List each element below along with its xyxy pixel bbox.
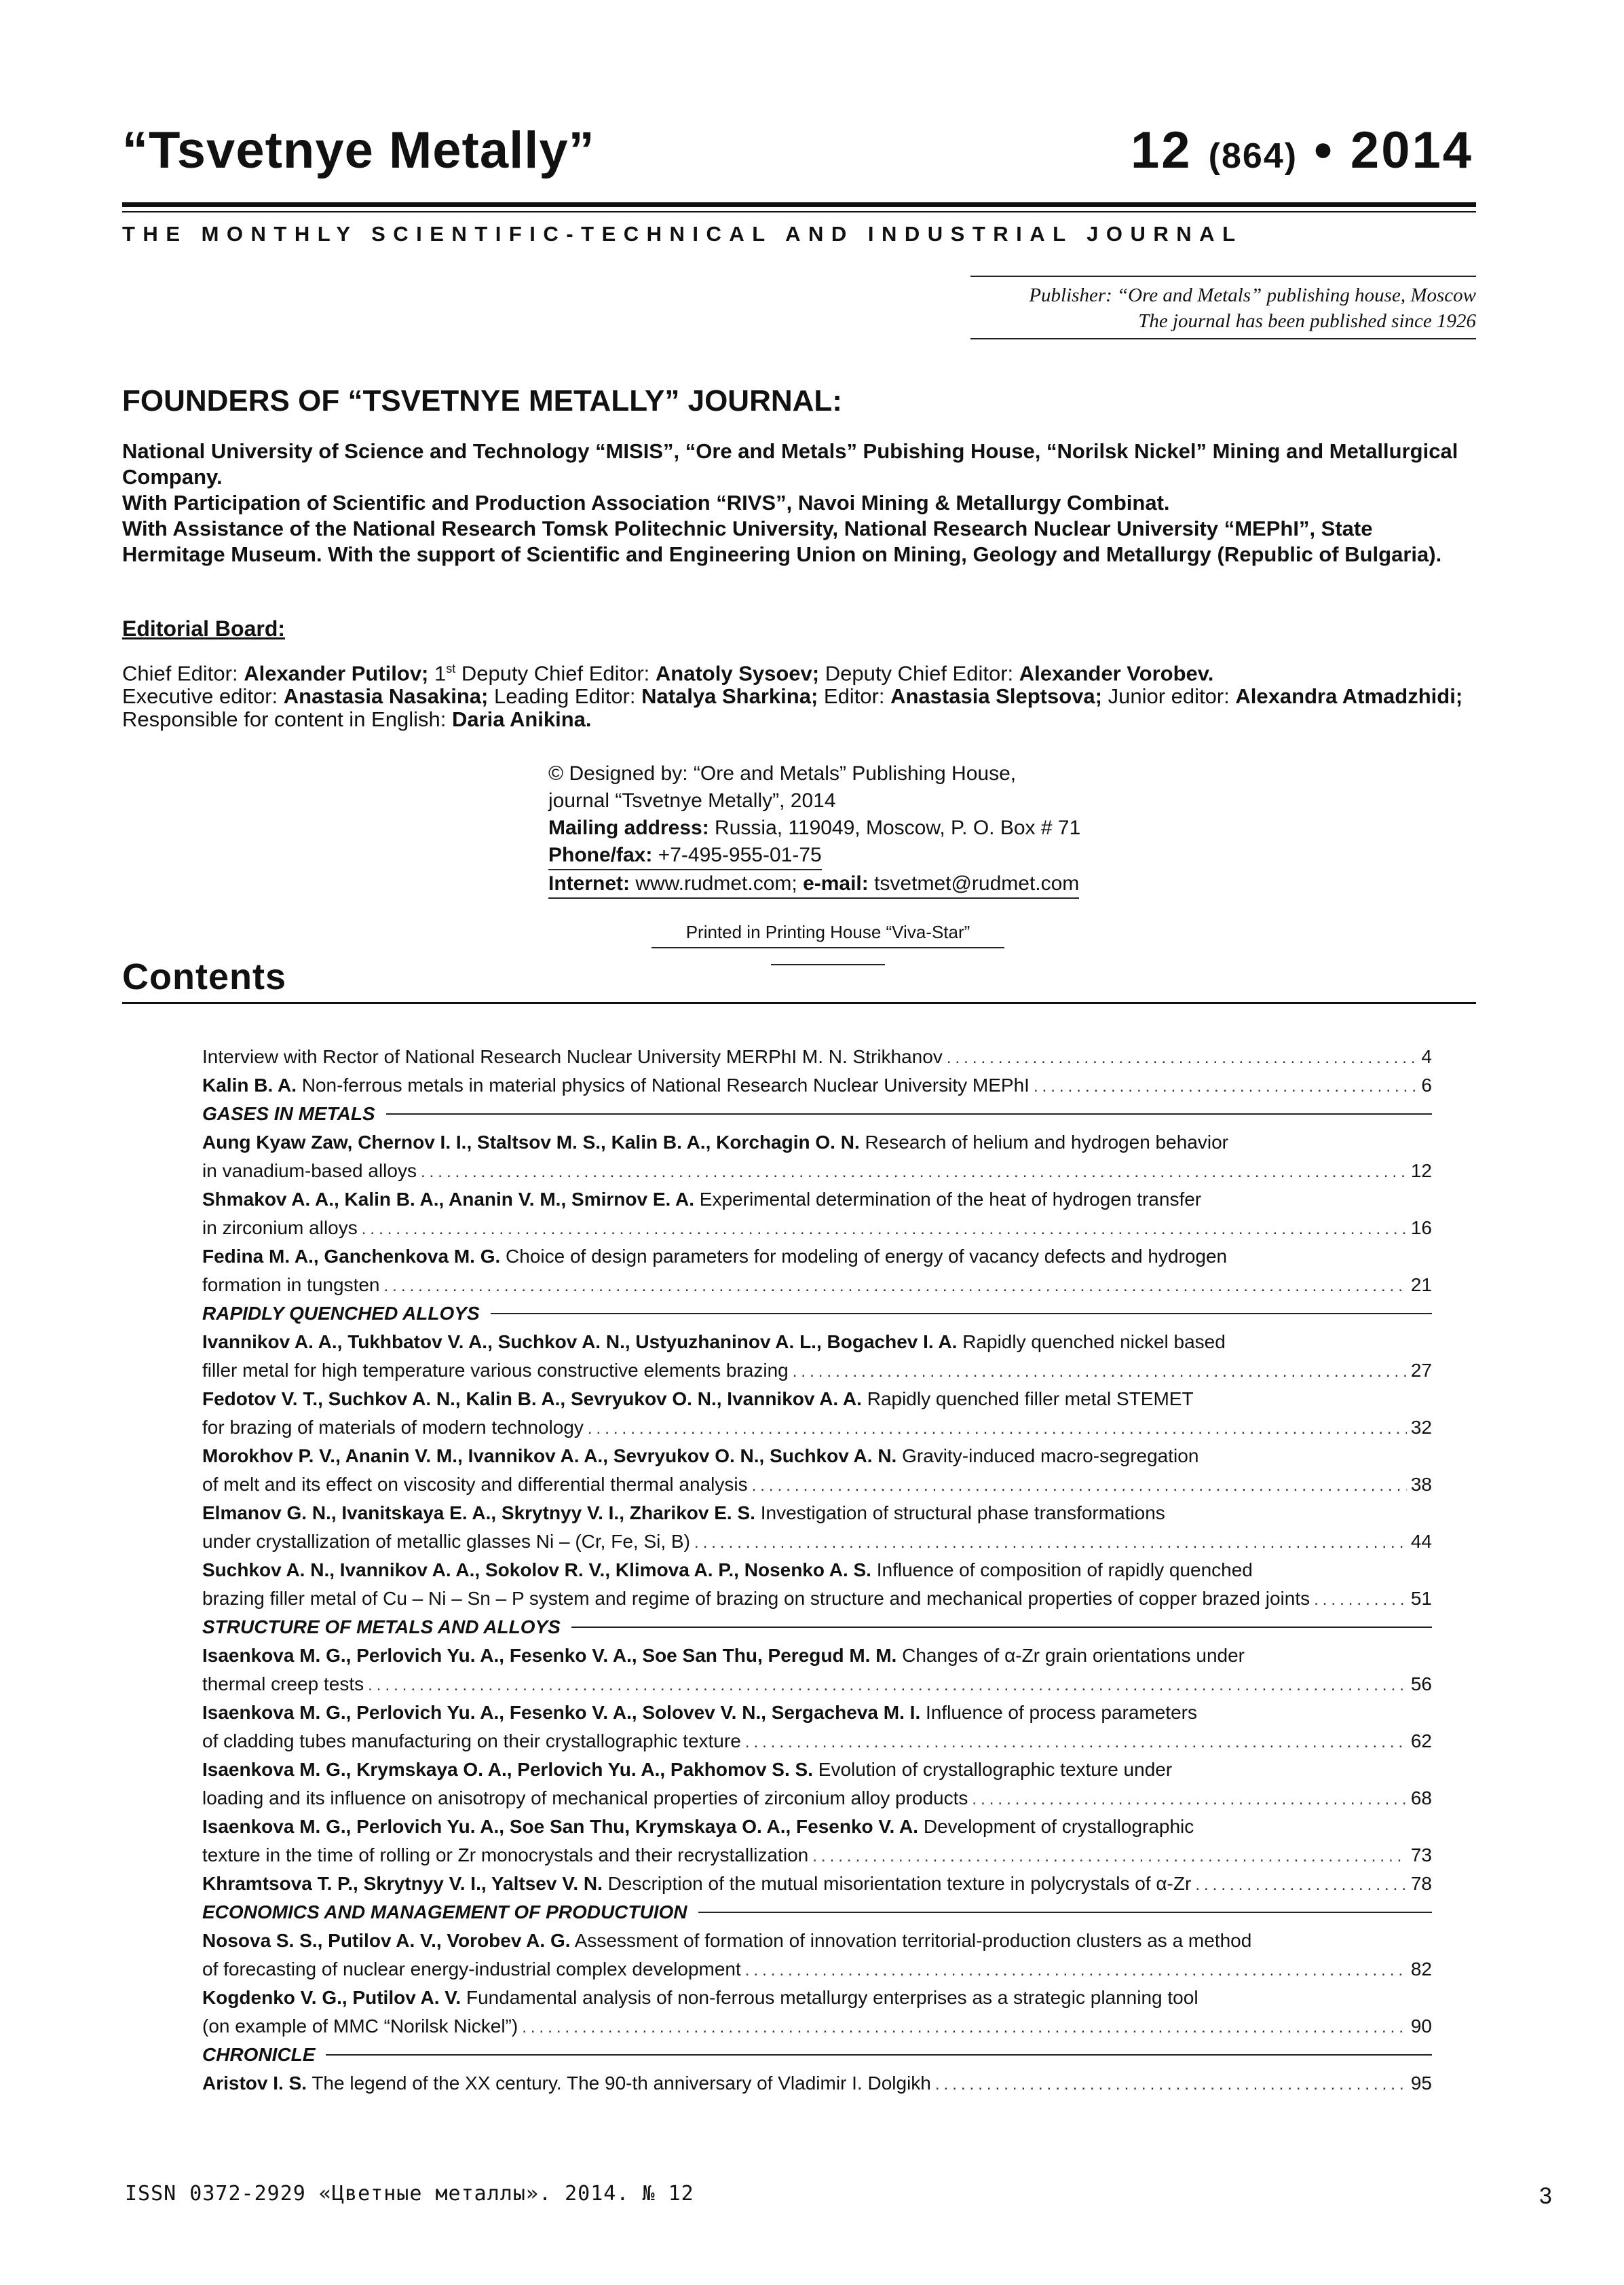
toc-leader-dots (588, 1415, 1407, 1443)
toc-title: (on example of MMC “Norilsk Nickel”) (202, 2015, 518, 2037)
toc-entry[interactable] (202, 1984, 1432, 2041)
toc-authors: Morokhov P. V., Ananin V. M., Ivannikov A. A., Sevryukov O. N., Suchkov A. N. (202, 1445, 897, 1466)
toc-title: Description of the mutual misorientation texture in polycrystals of α-Zr (602, 1873, 1192, 1894)
toc-line-text (202, 1356, 789, 1385)
toc-line-text (202, 1157, 417, 1185)
toc-authors: Ivannikov A. A., Tukhbatov V. A., Suchkov A. N., Ustyuzhaninov A. L., Bogachev I. A. (202, 1331, 958, 1352)
label: Executive editor: (122, 684, 284, 709)
toc-entry[interactable] (202, 1242, 1432, 1299)
toc-line-text (202, 1727, 741, 1755)
toc-leader-dots (972, 1785, 1406, 1814)
toc-section-heading (202, 2041, 1432, 2069)
toc-line (202, 1413, 1432, 1442)
toc-authors: Fedina M. A., Ganchenkova M. G. (202, 1246, 501, 1267)
toc-title: Investigation of structural phase transformations (755, 1502, 1165, 1523)
toc-page-number: 4 (1421, 1046, 1432, 1067)
board-line-chief (122, 657, 1478, 685)
toc-line-text (202, 1413, 584, 1442)
toc-section-heading (202, 1100, 1432, 1128)
toc-title: Non-ferrous metals in material physics of National Research Nuclear University MEPhI (296, 1075, 1030, 1096)
toc-authors: Kogdenko V. G., Putilov A. V. (202, 1987, 461, 2008)
toc-title: Research of helium and hydrogen behavior (859, 1132, 1228, 1153)
toc-authors: Elmanov G. N., Ivanitskaya E. A., Skrytnyy V. I., Zharikov E. S. (202, 1502, 755, 1523)
founders-paragraph: With Participation of Scientific and Production Association “RIVS”, Navoi Mining & Metallurgy Combinat. (122, 491, 1170, 515)
toc-line-text (202, 1271, 380, 1299)
toc-page-number: 12 (1410, 1160, 1432, 1181)
toc-authors: Shmakov A. A., Kalin B. A., Ananin V. M., Smirnov E. A. (202, 1189, 695, 1210)
label: Internet: (548, 872, 630, 895)
toc-leader-dots (362, 1215, 1407, 1244)
section-rule (326, 2054, 1432, 2056)
toc-line (202, 1157, 1432, 1185)
editorial-board-text (122, 657, 1478, 731)
toc-line-text (202, 1955, 741, 1984)
toc-section-heading (202, 1299, 1432, 1328)
label: 1 (428, 661, 447, 686)
toc-page-number: 95 (1410, 2073, 1432, 2094)
toc-line-text (202, 1641, 1245, 1670)
toc-page-number: 32 (1410, 1417, 1432, 1438)
chief-editor-name: Alexander Putilov; (244, 661, 429, 686)
toc-line (202, 1984, 1432, 2012)
toc-line-text (202, 1499, 1165, 1527)
toc-title: Choice of design parameters for modeling of energy of vacancy defects and hydrogen (500, 1246, 1228, 1267)
page-number: 3 (1539, 2183, 1552, 2209)
toc-line-text (202, 2012, 518, 2041)
toc-line-text (202, 1755, 1172, 1784)
toc-entry[interactable] (202, 1755, 1432, 1813)
email-link[interactable]: tsvetmet@rudmet.com (868, 872, 1080, 895)
leading-editor-name: Natalya Sharkina; (641, 684, 818, 709)
toc-line-text (202, 1813, 1194, 1841)
toc-title: brazing filler metal of Cu – Ni – Sn – P system and regime of brazing on structure and mechanical properties of copper brazed joints (202, 1588, 1310, 1609)
toc-line-text (202, 1043, 943, 1071)
toc-title: for brazing of materials of modern technology (202, 1417, 584, 1438)
publisher-box (970, 276, 1476, 339)
value: Russia, 119049, Moscow, P. O. Box # 71 (709, 817, 1081, 839)
label: Junior editor: (1101, 684, 1236, 709)
value: +7-495-955-01-75 (652, 844, 822, 866)
section-label: STRUCTURE OF METALS AND ALLOYS (202, 1616, 571, 1638)
toc-authors: Isaenkova M. G., Perlovich Yu. A., Fesenko V. A., Solovev V. N., Sergacheva M. I. (202, 1702, 921, 1723)
founders-paragraph: With Assistance of the National Research Tomsk Politechnic University, National Research Nuclear University “MEPhI”, State Hermitage Museum. With the support of Scientific and Engineering Union on Mining, Geology and Metallurgy (Republic of Bulgaria). (122, 517, 1442, 566)
toc-authors: Kalin B. A. (202, 1075, 297, 1096)
label: Deputy Chief Editor: (819, 661, 1019, 686)
toc-authors: Nosova S. S., Putilov A. V., Vorobev A. G. (202, 1930, 571, 1951)
english-editor-name: Daria Anikina. (451, 707, 592, 732)
toc-title: texture in the time of rolling or Zr monocrystals and their recrystallization (202, 1844, 809, 1865)
toc-entry[interactable] (202, 1499, 1432, 1556)
toc-title: of forecasting of nuclear energy-industrial complex development (202, 1958, 741, 1980)
journal-line: journal “Tsvetnye Metally”, 2014 (548, 789, 836, 812)
toc-leader-dots (1034, 1073, 1417, 1101)
toc-title: Changes of α-Zr grain orientations under (896, 1645, 1245, 1666)
toc-entry[interactable] (202, 1071, 1432, 1100)
toc-line (202, 1242, 1432, 1271)
toc-page-number: 68 (1410, 1787, 1432, 1808)
founders-heading: FOUNDERS OF “TSVETNYE METALLY” JOURNAL: (122, 384, 842, 417)
toc-page-number: 90 (1410, 2015, 1432, 2037)
printed-in: Printed in Printing House “Viva-Star” (652, 922, 1004, 948)
toc-entry[interactable] (202, 1442, 1432, 1499)
toc-line-text (202, 1328, 1226, 1356)
toc-line (202, 1271, 1432, 1299)
toc-authors: Isaenkova M. G., Perlovich Yu. A., Soe San Thu, Krymskaya O. A., Fesenko V. A. (202, 1816, 919, 1837)
toc-title: Assessment of formation of innovation territorial-production clusters as a method (570, 1930, 1252, 1951)
section-label: CHRONICLE (202, 2044, 326, 2066)
toc-entry[interactable] (202, 1813, 1432, 1870)
ordinal: st (446, 662, 456, 675)
label: Mailing address: (548, 817, 709, 839)
issue-year: 2014 (1350, 122, 1473, 179)
internet-line (548, 870, 1159, 899)
toc-line (202, 1813, 1432, 1841)
toc-page-number: 27 (1410, 1360, 1432, 1381)
toc-line-text (202, 1442, 1198, 1470)
section-rule (698, 1912, 1432, 1913)
toc-line (202, 1641, 1432, 1670)
toc-leader-dots (812, 1842, 1407, 1871)
toc-authors: Isaenkova M. G., Perlovich Yu. A., Fesenko V. A., Soe San Thu, Peregud M. M. (202, 1645, 897, 1666)
toc-title: Evolution of crystallographic texture under (813, 1759, 1173, 1780)
toc-title: Rapidly quenched filler metal STEMET (861, 1388, 1194, 1409)
toc-line (202, 1927, 1432, 1955)
toc-line-text (202, 1784, 968, 1813)
toc-line-text (202, 1584, 1310, 1613)
mailing-box (548, 760, 1159, 899)
toc-line-text (202, 1984, 1198, 2012)
toc-page-number: 21 (1410, 1274, 1432, 1295)
toc-leader-dots (947, 1044, 1418, 1073)
label: Responsible for content in English: (122, 707, 452, 732)
toc-title: Interview with Rector of National Research Nuclear University MERPhI M. N. Strikhanov (202, 1046, 943, 1067)
toc-line (202, 1185, 1432, 1214)
header-rule-thick (122, 202, 1476, 207)
toc-page-number: 62 (1410, 1730, 1432, 1751)
toc-leader-dots (384, 1272, 1407, 1301)
toc-leader-dots (368, 1671, 1407, 1700)
editor-name: Anastasia Sleptsova; (890, 684, 1102, 709)
label: Leading Editor: (488, 684, 642, 709)
toc-leader-dots (745, 1728, 1407, 1757)
contents-heading: Contents (122, 956, 286, 997)
toc-page-number: 44 (1410, 1531, 1432, 1552)
toc-line (202, 1328, 1432, 1356)
toc-page-number: 82 (1410, 1958, 1432, 1980)
toc-title: Experimental determination of the heat of hydrogen transfer (694, 1189, 1202, 1210)
toc-line-text (202, 1527, 690, 1556)
toc-authors: Isaenkova M. G., Krymskaya O. A., Perlovich Yu. A., Pakhomov S. S. (202, 1759, 813, 1780)
label: Chief Editor: (122, 661, 244, 686)
exec-editor-name: Anastasia Nasakina; (283, 684, 489, 709)
table-of-contents (202, 1043, 1432, 2098)
toc-line-text (202, 1698, 1197, 1727)
toc-entry[interactable] (202, 1556, 1432, 1613)
issue-total: (864) (1208, 136, 1298, 176)
toc-title: Influence of process parameters (920, 1702, 1197, 1723)
toc-title: of cladding tubes manufacturing on their crystallographic texture (202, 1730, 741, 1751)
toc-line-text (202, 2069, 931, 2098)
toc-title: in zirconium alloys (202, 1217, 358, 1238)
toc-section-heading (202, 1898, 1432, 1927)
toc-leader-dots (935, 2070, 1407, 2099)
toc-line (202, 1499, 1432, 1527)
publisher-line: Publisher: “Ore and Metals” publishing house, Moscow (1029, 284, 1476, 306)
section-rule (491, 1313, 1432, 1314)
label: Phone/fax: (548, 844, 653, 866)
toc-line-text (202, 1185, 1201, 1214)
toc-authors: Suchkov A. N., Ivannikov A. A., Sokolov R. V., Klimova A. P., Nosenko A. S. (202, 1559, 871, 1580)
footer-issn: ISSN 0372-2929 «Цветные металлы». 2014. № 12 (125, 2182, 694, 2206)
first-deputy-name: Anatoly Sysoev; (655, 661, 820, 686)
toc-leader-dots (1314, 1586, 1407, 1614)
toc-line (202, 2069, 1432, 2098)
toc-title: in vanadium-based alloys (202, 1160, 417, 1181)
toc-authors: Khramtsova T. P., Skrytnyy V. I., Yaltsev V. N. (202, 1873, 603, 1894)
toc-line (202, 1356, 1432, 1385)
phone-fax (548, 842, 1159, 870)
toc-leader-dots (745, 1956, 1407, 1985)
toc-entry[interactable] (202, 1641, 1432, 1698)
section-label: ECONOMICS AND MANAGEMENT OF PRODUCTUION (202, 1901, 698, 1923)
printed-rule (771, 964, 885, 965)
toc-entry[interactable] (202, 1043, 1432, 1071)
toc-page-number: 51 (1410, 1588, 1432, 1609)
toc-leader-dots (421, 1158, 1407, 1187)
toc-title: formation in tungsten (202, 1274, 380, 1295)
toc-section-heading (202, 1613, 1432, 1641)
toc-title: loading and its influence on anisotropy of mechanical properties of zirconium alloy products (202, 1787, 968, 1808)
toc-line-text (202, 1927, 1251, 1955)
toc-line (202, 1784, 1432, 1813)
board-line-editors (122, 685, 1478, 731)
toc-title: filler metal for high temperature various constructive elements brazing (202, 1360, 789, 1381)
header-rule-thin (122, 211, 1476, 212)
toc-page-number: 78 (1410, 1873, 1432, 1894)
designed-by: © Designed by: “Ore and Metals” Publishing House, (548, 762, 1017, 785)
toc-line (202, 1470, 1432, 1499)
toc-line-text (202, 1128, 1228, 1157)
toc-title: The legend of the XX century. The 90-th anniversary of Vladimir I. Dolgikh (307, 2073, 931, 2094)
toc-line (202, 1584, 1432, 1613)
toc-title: Rapidly quenched nickel based (957, 1331, 1226, 1352)
mailing-address (548, 815, 1159, 842)
toc-entry[interactable] (202, 1128, 1432, 1185)
toc-line (202, 1556, 1432, 1584)
toc-page-number: 6 (1421, 1075, 1432, 1096)
founders-text (122, 439, 1478, 568)
issue-info (1131, 121, 1473, 180)
toc-line (202, 1043, 1432, 1071)
toc-line-text (202, 1214, 358, 1242)
toc-line-text (202, 1670, 364, 1698)
publisher-since-line: The journal has been published since 1926 (1138, 310, 1476, 332)
toc-line (202, 1214, 1432, 1242)
toc-line-text (202, 1071, 1030, 1100)
toc-authors: Aristov I. S. (202, 2073, 307, 2094)
toc-page-number: 16 (1410, 1217, 1432, 1238)
issue-number: 12 (1130, 122, 1192, 179)
junior-editor-name: Alexandra Atmadzhidi; (1235, 684, 1463, 709)
toc-line-text (202, 1841, 808, 1870)
toc-title: Gravity-induced macro-segregation (896, 1445, 1199, 1466)
toc-entry[interactable] (202, 1927, 1432, 1984)
toc-line (202, 1385, 1432, 1413)
toc-line (202, 1527, 1432, 1556)
section-label: RAPIDLY QUENCHED ALLOYS (202, 1303, 491, 1324)
section-label: GASES IN METALS (202, 1103, 386, 1125)
issue-bullet: • (1314, 122, 1334, 179)
toc-line (202, 1128, 1432, 1157)
toc-line (202, 1841, 1432, 1870)
toc-authors: Aung Kyaw Zaw, Chernov I. I., Staltsov M. S., Kalin B. A., Korchagin O. N. (202, 1132, 860, 1153)
toc-authors: Fedotov V. T., Suchkov A. N., Kalin B. A., Sevryukov O. N., Ivannikov A. A. (202, 1388, 862, 1409)
section-rule (386, 1113, 1432, 1115)
founders-paragraph: National University of Science and Technology “MISIS”, “Ore and Metals” Pubishing House, “Norilsk Nickel” Mining and Metallurgical Company. (122, 439, 1458, 489)
toc-page-number: 73 (1410, 1844, 1432, 1865)
editorial-board-label: Editorial Board: (122, 616, 286, 641)
toc-entry[interactable] (202, 1328, 1432, 1385)
deputy-name: Alexander Vorobev. (1019, 661, 1214, 686)
toc-leader-dots (522, 2013, 1407, 2042)
toc-title: thermal creep tests (202, 1673, 364, 1694)
toc-entry[interactable] (202, 1185, 1432, 1242)
toc-line-text (202, 1470, 748, 1499)
toc-line (202, 1727, 1432, 1755)
toc-title: Influence of composition of rapidly quenched (871, 1559, 1253, 1580)
section-rule (571, 1627, 1432, 1628)
toc-title: Fundamental analysis of non-ferrous metallurgy enterprises as a strategic planning tool (461, 1987, 1198, 2008)
toc-line-text (202, 1556, 1253, 1584)
toc-entry[interactable] (202, 1698, 1432, 1755)
toc-line-text (202, 1385, 1194, 1413)
toc-page-number: 56 (1410, 1673, 1432, 1694)
label: Editor: (818, 684, 891, 709)
toc-line (202, 1071, 1432, 1100)
toc-page-number: 38 (1410, 1474, 1432, 1495)
toc-line (202, 1442, 1432, 1470)
label: e-mail: (803, 872, 869, 895)
toc-line (202, 2012, 1432, 2041)
contents-rule (122, 1002, 1476, 1004)
label: Deputy Chief Editor: (455, 661, 656, 686)
toc-entry[interactable] (202, 2069, 1432, 2098)
toc-line (202, 1755, 1432, 1784)
website-link[interactable]: www.rudmet.com; (630, 872, 804, 895)
toc-line-text (202, 1870, 1191, 1898)
toc-title: Development of crystallographic (918, 1816, 1194, 1837)
journal-subtitle: THE MONTHLY SCIENTIFIC-TECHNICAL AND INDUSTRIAL JOURNAL (122, 222, 1243, 246)
toc-title: under crystallization of metallic glasses Ni – (Cr, Fe, Si, B) (202, 1531, 690, 1552)
toc-entry[interactable] (202, 1385, 1432, 1442)
journal-title: “Tsvetnye Metally” (122, 122, 595, 179)
toc-leader-dots (694, 1529, 1407, 1557)
toc-leader-dots (793, 1358, 1407, 1386)
toc-line (202, 1955, 1432, 1984)
toc-line (202, 1698, 1432, 1727)
toc-entry[interactable] (202, 1870, 1432, 1898)
toc-leader-dots (752, 1472, 1407, 1500)
toc-line (202, 1670, 1432, 1698)
toc-line (202, 1870, 1432, 1898)
toc-line-text (202, 1242, 1227, 1271)
toc-leader-dots (1195, 1871, 1407, 1899)
toc-title: of melt and its effect on viscosity and differential thermal analysis (202, 1474, 748, 1495)
